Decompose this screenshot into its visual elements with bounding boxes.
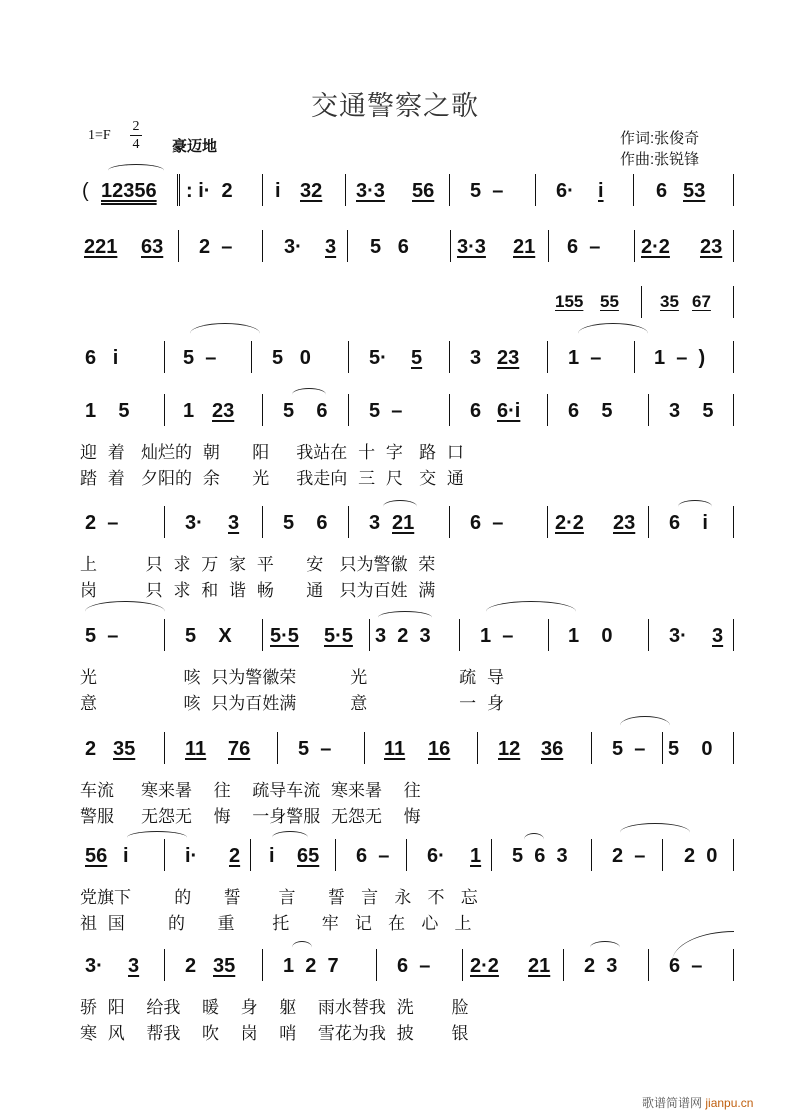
barline — [662, 732, 663, 764]
barline — [262, 230, 263, 262]
note: 5 – — [85, 625, 119, 647]
note: 12356 — [101, 180, 157, 202]
note: 35 — [660, 292, 679, 311]
barline — [641, 286, 642, 318]
note: 3 2 3 — [375, 625, 431, 647]
note: 2 — [85, 738, 97, 760]
note: 5·5 — [324, 625, 353, 647]
barline — [449, 506, 450, 538]
note: 21 — [528, 955, 551, 977]
song-title: 交通警察之歌 — [311, 91, 479, 122]
note: 36 — [541, 738, 564, 760]
note: 35 — [113, 738, 136, 760]
note: 67 — [692, 292, 711, 311]
note: 65 — [297, 845, 320, 867]
barline — [648, 394, 649, 426]
note: 3· — [85, 955, 103, 977]
note: 3 5 — [669, 400, 714, 422]
barline — [376, 949, 377, 981]
note: i· — [185, 845, 198, 867]
barline — [164, 839, 165, 871]
slur — [272, 831, 308, 844]
note: i — [123, 845, 129, 867]
note: 2 — [229, 845, 241, 867]
slur — [590, 941, 620, 954]
barline — [462, 949, 463, 981]
note: 5 X — [185, 625, 232, 647]
barline — [348, 394, 349, 426]
barline — [449, 394, 450, 426]
note: 5 6 — [283, 400, 328, 422]
barline — [733, 230, 734, 262]
barline — [648, 619, 649, 651]
note: 3· — [669, 625, 687, 647]
note: 2 3 — [584, 955, 618, 977]
note: 2 – — [612, 845, 646, 867]
note: 12 — [498, 738, 521, 760]
slur — [486, 601, 576, 622]
barline — [406, 839, 407, 871]
note: 1 2 7 — [283, 955, 339, 977]
note: : i· 2 — [186, 180, 233, 202]
lyrics-verse2: 岗 只 求 和 谐 畅 通 只为百姓 满 — [80, 581, 436, 601]
slur — [85, 601, 165, 622]
barline — [733, 341, 734, 373]
lyrics-verse1: 党旗下 的 誓 言 誓 言 永 不 忘 — [80, 888, 478, 908]
barline — [535, 174, 536, 206]
note: 55 — [600, 292, 619, 311]
note: 5 6 3 — [512, 845, 568, 867]
barline — [733, 839, 734, 871]
composer: 作曲:张锐锋 — [620, 151, 700, 168]
note: 11 — [185, 738, 207, 760]
barline — [477, 732, 478, 764]
slur — [578, 323, 648, 344]
barline — [634, 230, 635, 262]
barline — [251, 341, 252, 373]
barline — [164, 619, 165, 651]
note: 2 – — [85, 512, 119, 534]
note: 6 — [656, 180, 668, 202]
barline — [348, 506, 349, 538]
note: 6 – — [567, 236, 601, 258]
note: 53 — [683, 180, 706, 202]
note: 1 – — [568, 347, 602, 369]
note: 6 – — [470, 512, 504, 534]
note: 23 — [700, 236, 723, 258]
barline — [548, 619, 549, 651]
barline — [364, 732, 365, 764]
note: 1 — [470, 845, 482, 867]
barline — [345, 174, 346, 206]
barline — [178, 230, 179, 262]
note: 3· — [284, 236, 302, 258]
note: 76 — [228, 738, 251, 760]
note: 6 – — [356, 845, 390, 867]
barline — [733, 174, 734, 206]
repeat-barline — [177, 174, 180, 206]
barline — [262, 394, 263, 426]
barline — [164, 394, 165, 426]
note: 56 — [412, 180, 435, 202]
barline — [733, 286, 734, 318]
key-signature: 1=F — [88, 128, 111, 143]
barline — [335, 839, 336, 871]
slur — [292, 941, 312, 954]
barline — [347, 230, 348, 262]
watermark-site-name: 歌谱简谱网 — [642, 1096, 703, 1110]
barline — [491, 839, 492, 871]
barline — [548, 230, 549, 262]
lyricist: 作词:张俊奇 — [620, 130, 700, 147]
note: 11 — [384, 738, 406, 760]
note: 63 — [141, 236, 164, 258]
note: 5 0 — [272, 347, 311, 369]
note: 3· — [185, 512, 203, 534]
note: 6· — [556, 180, 574, 202]
barline — [277, 732, 278, 764]
note: 6· — [427, 845, 445, 867]
note: 6 i — [85, 347, 119, 369]
barline — [733, 732, 734, 764]
lyrics-verse1: 光 咳 只为警徽荣 光 疏 导 — [80, 668, 504, 688]
note: 3 — [128, 955, 140, 977]
note: 6 — [470, 400, 482, 422]
barline — [164, 506, 165, 538]
credits — [620, 128, 699, 170]
note: 16 — [428, 738, 451, 760]
barline — [733, 506, 734, 538]
note: 1 – — [480, 625, 514, 647]
note: 5 6 — [370, 236, 409, 258]
lyrics-verse1: 迎 着 灿烂的 朝 阳 我站在 十 字 路 口 — [80, 443, 464, 463]
note: 2·2 — [641, 236, 670, 258]
note: 5 0 — [668, 738, 713, 760]
barline — [164, 732, 165, 764]
note: 2 0 — [684, 845, 718, 867]
barline — [547, 394, 548, 426]
note: 21 — [513, 236, 536, 258]
barline — [449, 174, 450, 206]
time-top: 2 — [132, 119, 140, 134]
note: 6 i — [669, 512, 708, 534]
barline — [164, 341, 165, 373]
note: 2·2 — [555, 512, 584, 534]
note: 3 — [712, 625, 724, 647]
note: 2 – — [199, 236, 233, 258]
note: i — [598, 180, 604, 202]
lyrics-verse1: 车流 寒来暑 往 疏导车流 寒来暑 往 — [80, 781, 421, 801]
note: 3·3 — [356, 180, 385, 202]
barline — [563, 949, 564, 981]
watermark-url: jianpu.cn — [705, 1096, 754, 1110]
time-bottom: 4 — [132, 137, 140, 152]
barline — [262, 949, 263, 981]
note: 155 — [555, 292, 584, 311]
note: 23 — [212, 400, 235, 422]
note: 2·2 — [470, 955, 499, 977]
slur — [108, 164, 164, 177]
note: 6 – — [669, 955, 703, 977]
note: 6 – — [397, 955, 431, 977]
note: 35 — [213, 955, 236, 977]
note: 32 — [300, 180, 323, 202]
lyrics-verse2: 意 咳 只为百姓满 意 一 身 — [80, 694, 504, 714]
barline — [733, 619, 734, 651]
barline — [547, 506, 548, 538]
barline — [262, 174, 263, 206]
lyrics-verse2: 祖 国 的 重 托 牢 记 在 心 上 — [80, 914, 472, 934]
barline — [733, 394, 734, 426]
tempo-marking: 豪迈地 — [172, 138, 218, 155]
slur — [378, 611, 432, 624]
barline — [250, 839, 251, 871]
barline — [164, 949, 165, 981]
note: 6 5 — [568, 400, 613, 422]
barline — [369, 619, 370, 651]
barline — [547, 341, 548, 373]
barline — [459, 619, 460, 651]
barline — [648, 949, 649, 981]
slur — [620, 823, 690, 842]
barline — [591, 839, 592, 871]
barline — [449, 341, 450, 373]
barline — [348, 341, 349, 373]
lyrics-verse2: 踏 着 夕阳的 余 光 我走向 三 尺 交 通 — [80, 469, 464, 489]
note: 5 – — [612, 738, 646, 760]
note: 3 — [325, 236, 337, 258]
time-signature — [130, 118, 142, 153]
note: 3 — [228, 512, 240, 534]
note: 23 — [613, 512, 636, 534]
barline — [733, 949, 734, 981]
slur — [127, 831, 187, 844]
note: 3·3 — [457, 236, 486, 258]
lyrics-verse2: 寒 风 帮我 吹 岗 哨 雪花为我 披 银 — [80, 1024, 469, 1044]
note: 23 — [497, 347, 520, 369]
note: 1 0 — [568, 625, 613, 647]
barline — [662, 839, 663, 871]
note: 56 — [85, 845, 108, 867]
barline — [262, 506, 263, 538]
note: ( — [82, 180, 89, 202]
barline — [648, 506, 649, 538]
lyrics-verse1: 上 只 求 万 家 平 安 只为警徽 荣 — [80, 555, 436, 575]
note: 2 — [185, 955, 197, 977]
note: 1 5 — [85, 400, 130, 422]
barline — [591, 732, 592, 764]
note: 5·5 — [270, 625, 299, 647]
note: 5 – — [369, 400, 403, 422]
note: 3 — [369, 512, 381, 534]
watermark — [642, 1094, 753, 1111]
barline — [633, 174, 634, 206]
note: 3 — [470, 347, 482, 369]
note: i — [269, 845, 275, 867]
note: 221 — [84, 236, 118, 258]
lyrics-verse1: 骄 阳 给我 暖 身 躯 雨水替我 洗 脸 — [80, 998, 469, 1018]
note: i — [275, 180, 281, 202]
slur — [190, 323, 260, 344]
lyrics-verse2: 警服 无怨无 悔 一身警服 无怨无 悔 — [80, 807, 421, 827]
barline — [634, 341, 635, 373]
note: 5 – — [470, 180, 504, 202]
note: 21 — [392, 512, 415, 534]
note: 5 – — [183, 347, 217, 369]
note: 6·i — [497, 400, 521, 422]
barline — [262, 619, 263, 651]
note: 5· — [369, 347, 387, 369]
note: 5 — [411, 347, 423, 369]
note: 5 6 — [283, 512, 328, 534]
note: 1 — [183, 400, 195, 422]
note: 5 – — [298, 738, 332, 760]
barline — [450, 230, 451, 262]
note: 1 – ) — [654, 347, 706, 369]
